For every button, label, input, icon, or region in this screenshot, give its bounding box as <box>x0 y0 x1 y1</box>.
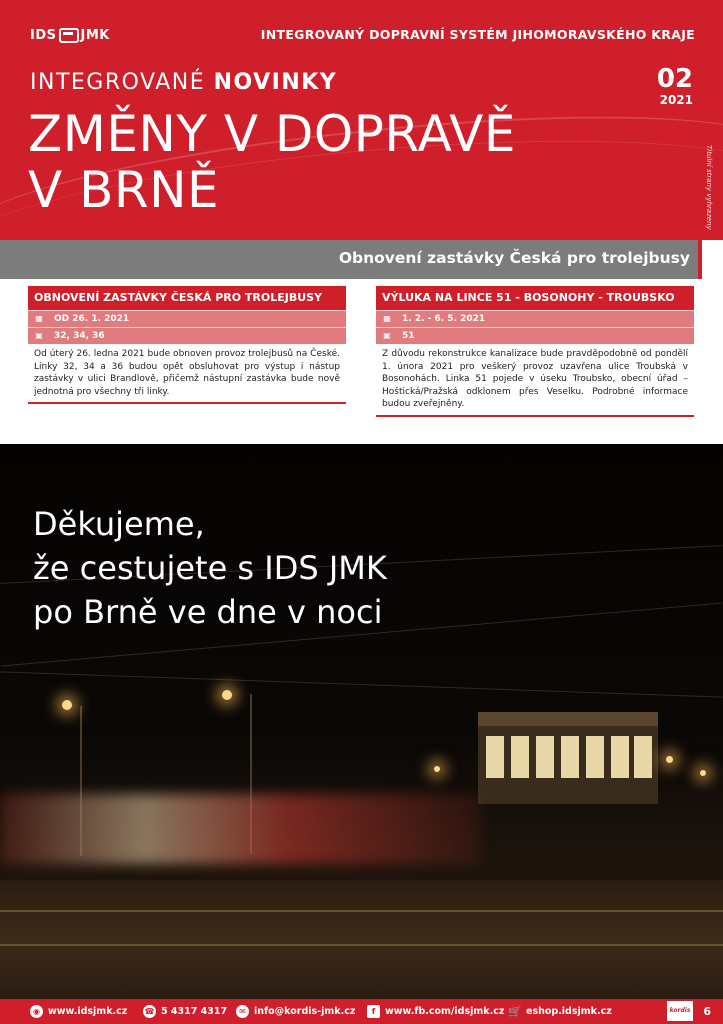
line-icon: ▣ <box>383 331 391 340</box>
building-window <box>536 736 554 778</box>
street-lamp <box>62 700 72 710</box>
email-link[interactable]: info@kordis-jmk.cz <box>254 1006 356 1017</box>
lines-text: 51 <box>402 331 415 341</box>
photo-credit: Titulní strany vyhrazeny <box>705 145 713 230</box>
news-card <box>376 286 694 417</box>
street-lamp <box>666 756 673 763</box>
issue-number: 02 <box>656 64 693 94</box>
thanks-line: že cestujete s IDS JMK <box>33 549 387 587</box>
logo-right: JMK <box>80 27 110 43</box>
band-accent <box>698 240 702 279</box>
footer-web[interactable] <box>30 1005 127 1018</box>
building-window <box>486 736 504 778</box>
kicker-bold: NOVINKY <box>213 70 338 95</box>
mail-icon: ✉ <box>236 1005 249 1018</box>
issue-badge <box>657 66 693 106</box>
footer-email[interactable] <box>236 1005 355 1018</box>
web-link[interactable]: www.idsjmk.cz <box>48 1006 128 1017</box>
date-text: 1. 2. - 6. 5. 2021 <box>402 314 486 324</box>
building-window <box>634 736 652 778</box>
section-band-text: Obnovení zastávky Česká pro trolejbusy <box>338 249 690 267</box>
news-card-date <box>376 310 694 327</box>
news-card-lines <box>28 327 346 344</box>
globe-icon: ◉ <box>30 1005 43 1018</box>
building-window <box>611 736 629 778</box>
logo-left: IDS <box>30 27 57 43</box>
news-card-date <box>28 310 346 327</box>
news-card-lines <box>376 327 694 344</box>
title-line: ZMĚNY V DOPRAVĚ <box>28 105 516 163</box>
facebook-link[interactable]: www.fb.com/idsjmk.cz <box>385 1006 505 1017</box>
ids-jmk-logo[interactable] <box>30 26 110 44</box>
page-title <box>28 106 516 218</box>
phone-icon: ☎ <box>144 1007 155 1016</box>
tram-rail <box>0 944 723 946</box>
thanks-line: po Brně ve dne v noci <box>33 593 383 631</box>
newsletter-kicker <box>30 70 337 95</box>
page-number: 6 <box>703 1005 711 1018</box>
footer-phone[interactable] <box>143 1005 227 1018</box>
tagline: INTEGROVANÝ DOPRAVNÍ SYSTÉM JIHOMORAVSKÉHO KRAJE <box>260 27 695 42</box>
building-roof <box>478 712 658 726</box>
eshop-link[interactable]: eshop.idsjmk.cz <box>526 1006 612 1017</box>
footer-facebook[interactable] <box>367 1005 504 1018</box>
calendar-icon: ▦ <box>383 314 391 323</box>
news-card-body: Od úterý 26. ledna 2021 bude obnoven provoz trolejbusů na České. Linky 32, 34 a 36 budou opět obsluhovat pro výstup i nástup zastávky v ulici Brandlově, přičemž nástupní zastávka bude nově jednotná pro všechny tři linky. <box>28 344 346 404</box>
kordis-logo: kordis <box>667 1001 693 1021</box>
street-lamp <box>700 770 706 776</box>
building-window <box>586 736 604 778</box>
footer-eshop[interactable] <box>508 1005 612 1018</box>
cart-icon: 🛒 <box>508 1005 522 1018</box>
kicker-normal: INTEGROVANÉ <box>30 70 214 95</box>
section-band <box>0 240 698 279</box>
road <box>0 880 723 999</box>
building-window <box>561 736 579 778</box>
thank-you-text <box>33 502 387 634</box>
phone-number[interactable]: 5 4317 4317 <box>161 1006 228 1017</box>
header <box>0 0 723 240</box>
news-card <box>28 286 346 404</box>
news-card-title: OBNOVENÍ ZASTÁVKY ČESKÁ PRO TROLEJBUSY <box>28 286 346 310</box>
news-card-body: Z důvodu rekonstrukce kanalizace bude pravděpodobně od pondělí 1. února 2021 pro veškerý provoz uzavřena ulice Troubská v Bosonohách. Linka 51 pojede v úseku Troubsko, obecní úřad – Hoštická/Pražská odklonem přes Veselku. Podrobné informace budou zveřejněny. <box>376 344 694 417</box>
line-icon: ▣ <box>35 331 43 340</box>
news-card-title: VÝLUKA NA LINCE 51 - BOSONOHY - TROUBSKO <box>376 286 694 310</box>
street-lamp <box>222 690 232 700</box>
tram-rail <box>0 910 723 912</box>
thanks-line: Děkujeme, <box>33 505 205 543</box>
date-text: OD 26. 1. 2021 <box>54 314 130 324</box>
motion-blur-tram <box>0 794 480 864</box>
building-window <box>511 736 529 778</box>
theatre-building <box>478 712 658 804</box>
lines-text: 32, 34, 36 <box>54 331 105 341</box>
issue-year: 2021 <box>659 93 693 107</box>
street-lamp <box>434 766 440 772</box>
bus-icon <box>59 28 79 43</box>
title-line: V BRNĚ <box>28 161 220 219</box>
footer <box>0 999 723 1024</box>
calendar-icon: ▦ <box>35 314 43 323</box>
facebook-icon: f <box>367 1005 380 1018</box>
